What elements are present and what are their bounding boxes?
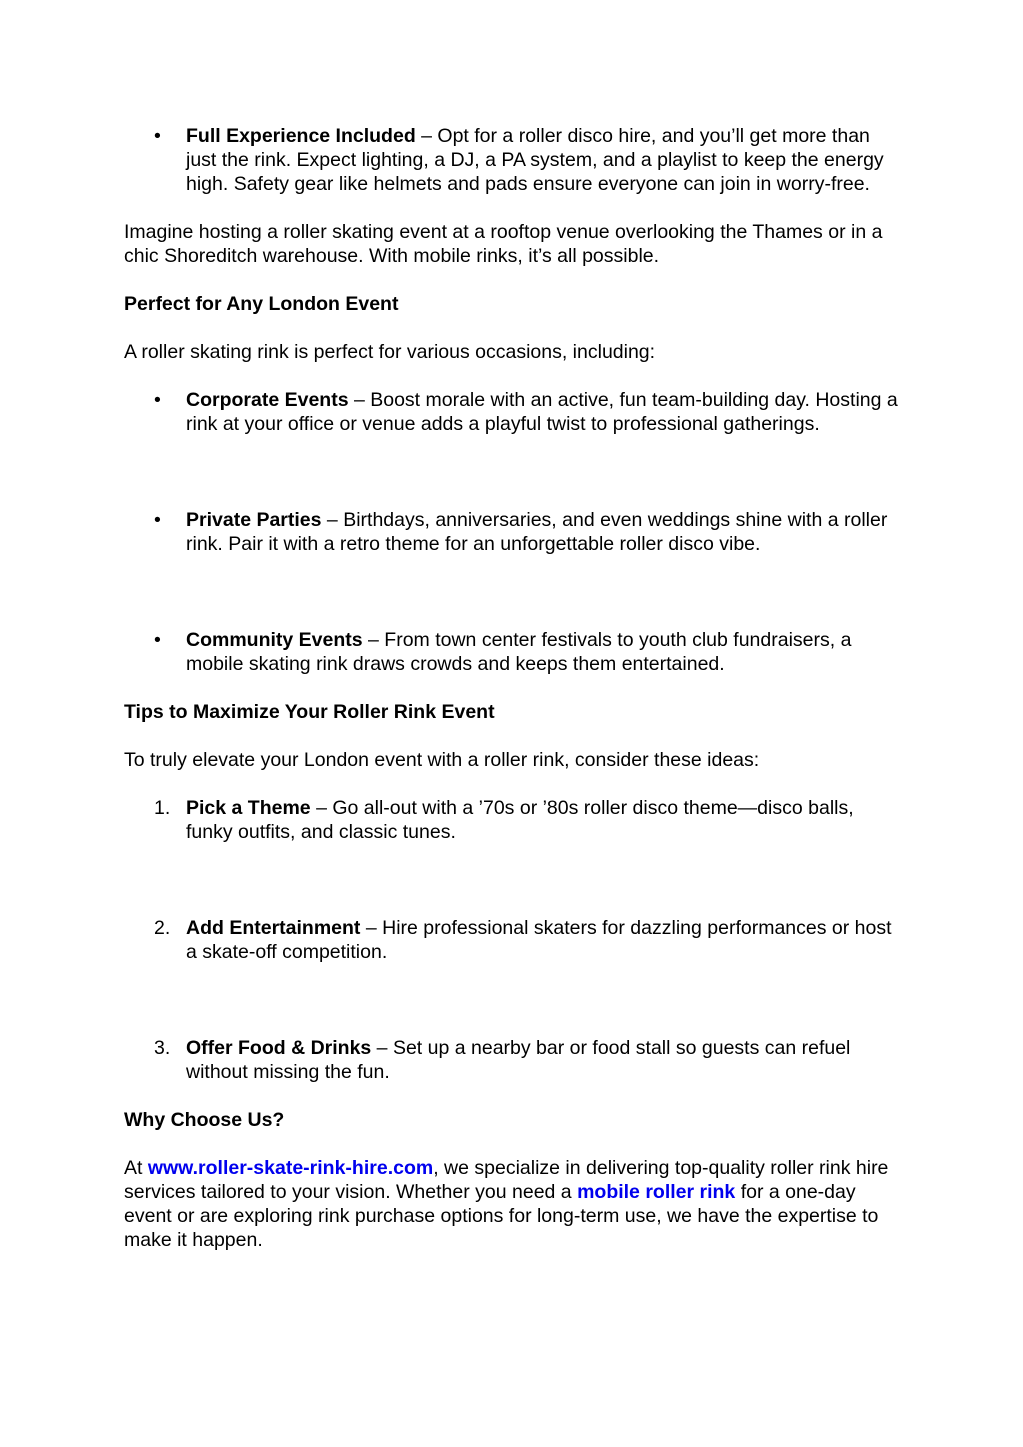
- list-item-offer-food-drinks: [124, 1036, 904, 1084]
- list-item-title: Private Parties: [186, 509, 322, 531]
- list-item-body: [186, 388, 904, 436]
- list-item-full-experience: [124, 124, 904, 196]
- website-link[interactable]: www.roller-skate-rink-hire.com: [147, 1157, 434, 1179]
- bullet-marker: •: [154, 389, 161, 411]
- list-item-text: – From town center festivals to youth club fundraisers, a mobile skating rink draws crowds and keeps them entertained.: [186, 629, 852, 675]
- events-intro: A roller skating rink is perfect for various occasions, including:: [124, 341, 656, 363]
- list-item-title: Corporate Events: [186, 389, 349, 411]
- mobile-roller-rink-link[interactable]: mobile roller rink: [577, 1181, 736, 1203]
- bullet-marker: •: [154, 509, 161, 531]
- list-item-add-entertainment: [124, 916, 904, 964]
- list-item-text: – Birthdays, anniversaries, and even weddings shine with a roller rink. Pair it with a retro theme for an unforgettable roller disco vibe.: [186, 509, 888, 555]
- list-item-community-events: [124, 628, 904, 676]
- list-item-pick-a-theme: [124, 796, 904, 844]
- why-text-3: for a one-day event or are exploring rink purchase options for long-term use, we have the expertise to make it happen.: [124, 1181, 879, 1251]
- why-text-1: At: [124, 1157, 148, 1179]
- tips-intro: To truly elevate your London event with a roller rink, consider these ideas:: [124, 749, 760, 771]
- section-heading-events: Perfect for Any London Event: [124, 293, 399, 315]
- list-item-title: Full Experience Included: [186, 125, 416, 147]
- list-item-body: [186, 124, 904, 196]
- why-paragraph: [124, 1156, 904, 1252]
- number-marker: 3.: [154, 1037, 171, 1059]
- section-heading-tips: Tips to Maximize Your Roller Rink Event: [124, 701, 495, 723]
- list-item-title: Pick a Theme: [186, 797, 311, 819]
- list-item-body: [186, 916, 904, 964]
- why-text-2: , we specialize in delivering top-quality roller rink hire services tailored to your vision. Whether you need a: [124, 1157, 889, 1203]
- list-item-text: – Set up a nearby bar or food stall so guests can refuel without missing the fun.: [186, 1037, 851, 1083]
- list-item-title: Add Entertainment: [186, 917, 361, 939]
- list-item-corporate-events: [124, 388, 904, 436]
- list-item-body: [186, 1036, 904, 1084]
- list-item-body: [186, 508, 904, 556]
- document-page: [124, 124, 904, 1252]
- bullet-marker: •: [154, 125, 161, 147]
- list-item-body: [186, 628, 904, 676]
- intro-paragraph: Imagine hosting a roller skating event at a rooftop venue overlooking the Thames or in a chic Shoreditch warehouse. With mobile rinks, it’s all possible.: [124, 221, 883, 267]
- section-heading-why: Why Choose Us?: [124, 1109, 285, 1131]
- list-item-title: Community Events: [186, 629, 363, 651]
- list-item-body: [186, 796, 904, 844]
- number-marker: 1.: [154, 797, 171, 819]
- list-item-text: – Boost morale with an active, fun team-building day. Hosting a rink at your office or venue adds a playful twist to professional gatherings.: [186, 389, 898, 435]
- list-item-text: – Go all-out with a ’70s or ’80s roller disco theme—disco balls, funky outfits, and classic tunes.: [186, 797, 854, 843]
- list-item-text: – Hire professional skaters for dazzling performances or host a skate-off competition.: [186, 917, 892, 963]
- list-item-text: – Opt for a roller disco hire, and you’ll get more than just the rink. Expect lighting, a DJ, a PA system, and a playlist to keep the energy high. Safety gear like helmets and pads ensure everyone can join in worry-free.: [186, 125, 884, 195]
- number-marker: 2.: [154, 917, 171, 939]
- list-item-title: Offer Food & Drinks: [186, 1037, 372, 1059]
- list-item-private-parties: [124, 508, 904, 556]
- bullet-marker: •: [154, 629, 161, 651]
